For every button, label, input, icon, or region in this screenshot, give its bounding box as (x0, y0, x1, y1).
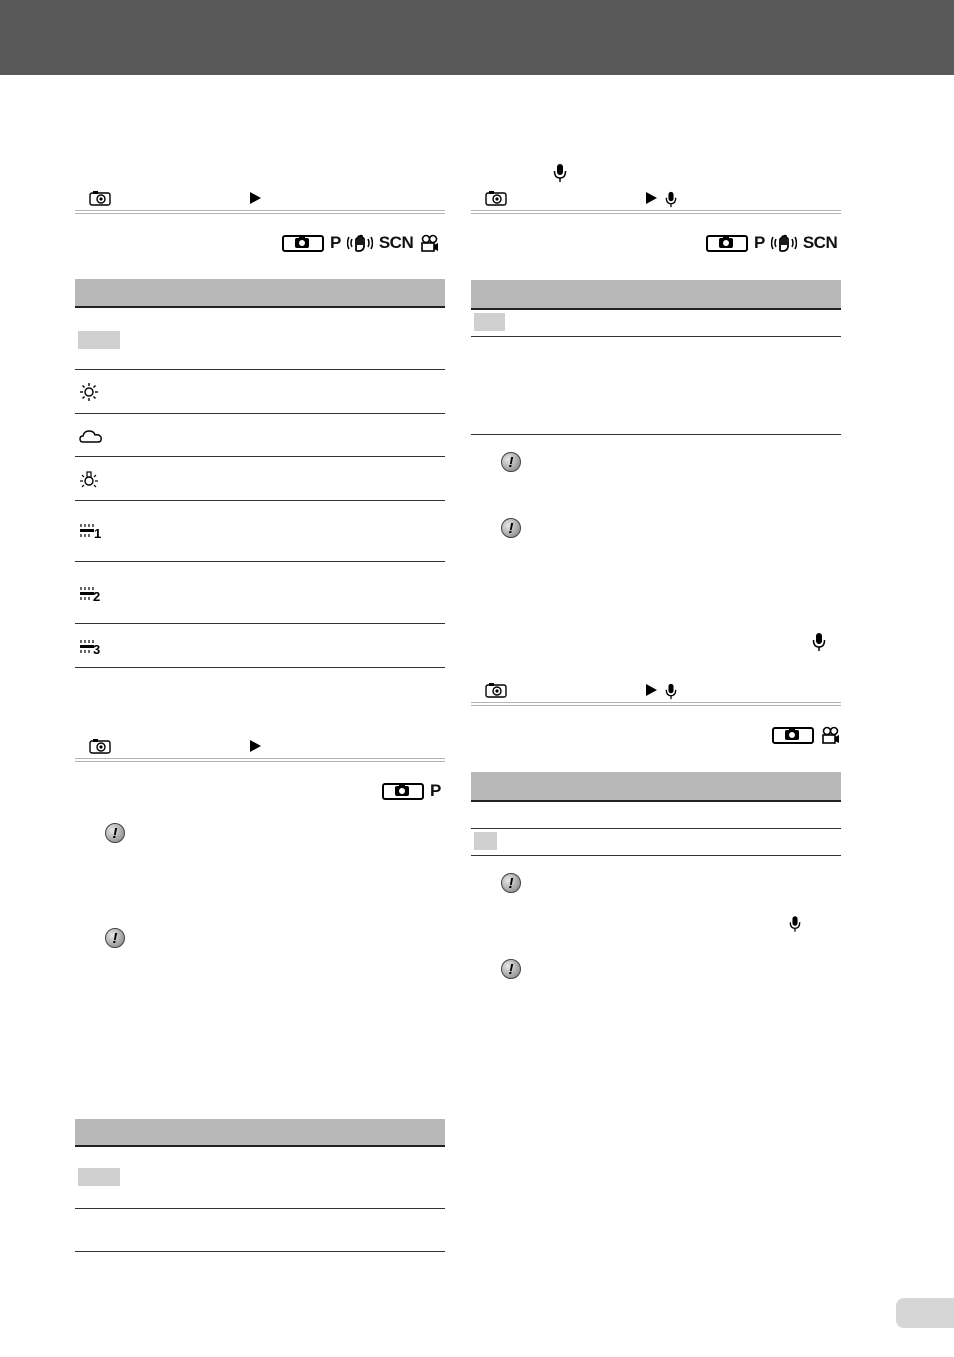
svg-text:3: 3 (93, 642, 101, 655)
value-chip (474, 313, 505, 331)
table-header (471, 772, 841, 802)
microphone-icon (789, 915, 801, 933)
caution-icon: ! (501, 959, 521, 979)
cloudy-icon (79, 428, 103, 444)
menu-path-sound-record (471, 196, 841, 214)
table-row (75, 308, 445, 370)
caution-icon: ! (501, 873, 521, 893)
mode-icons-row (706, 233, 837, 253)
table-row (75, 1209, 445, 1252)
microphone-icon (812, 632, 826, 652)
table-header (75, 1119, 445, 1147)
value-chip (78, 1168, 120, 1186)
fluorescent-3-icon (79, 639, 103, 655)
play-arrow-icon (250, 192, 261, 204)
incandescent-bulb-icon (79, 469, 99, 489)
play-arrow-icon (646, 192, 657, 204)
microphone-icon (665, 683, 677, 700)
camera-menu-icon (485, 682, 507, 698)
menu-path-white-balance (75, 196, 445, 214)
microphone-icon (665, 191, 677, 208)
dis-mode-icon (347, 234, 373, 252)
svg-text:1: 1 (94, 526, 101, 539)
caution-icon: ! (501, 452, 521, 472)
setting-table-right (471, 772, 841, 856)
camera-menu-icon (89, 190, 111, 206)
microphone-icon (553, 163, 567, 183)
caution-icon: ! (105, 823, 125, 843)
camera-menu-icon (485, 190, 507, 206)
table-row (75, 1147, 445, 1209)
play-arrow-icon (646, 684, 657, 696)
movie-mode-icon (820, 726, 840, 744)
camera-mode-icon (772, 727, 814, 744)
table-row (471, 829, 841, 856)
table-row (75, 414, 445, 457)
white-balance-table (75, 279, 445, 668)
caution-icon: ! (105, 928, 125, 948)
menu-path-fourth (471, 688, 841, 706)
mode-icons-row (382, 781, 441, 801)
program-mode-label: P (330, 233, 341, 252)
menu-path-second (75, 744, 445, 762)
value-chip (474, 832, 497, 850)
camera-menu-icon (89, 738, 111, 754)
sunny-icon (79, 382, 99, 402)
table-row (75, 370, 445, 414)
table-row (75, 457, 445, 501)
camera-mode-icon (382, 783, 424, 800)
program-mode-label: P (754, 233, 765, 252)
page-header-bar (0, 0, 954, 75)
table-row (471, 310, 841, 337)
dis-mode-icon (771, 234, 797, 252)
page-number-tab (896, 1298, 954, 1328)
table-row (471, 802, 841, 829)
mode-icons-row (282, 233, 439, 253)
scene-mode-label: SCN (378, 233, 414, 252)
table-header (75, 279, 445, 308)
caution-icon: ! (501, 518, 521, 538)
mode-icons-row (772, 725, 840, 745)
sound-record-table (471, 280, 841, 435)
scene-mode-label: SCN (802, 233, 838, 252)
movie-mode-icon (419, 234, 439, 252)
table-row (75, 501, 445, 562)
svg-text:2: 2 (93, 589, 101, 602)
camera-mode-icon (706, 235, 748, 252)
camera-mode-icon (282, 235, 324, 252)
setting-table-left (75, 1119, 445, 1252)
auto-value-chip (78, 331, 120, 349)
table-row (471, 337, 841, 435)
fluorescent-2-icon (79, 586, 103, 602)
table-row (75, 562, 445, 624)
program-mode-label: P (430, 781, 441, 800)
fluorescent-1-icon (79, 523, 101, 539)
table-header (471, 280, 841, 310)
table-row (75, 624, 445, 668)
play-arrow-icon (250, 740, 261, 752)
